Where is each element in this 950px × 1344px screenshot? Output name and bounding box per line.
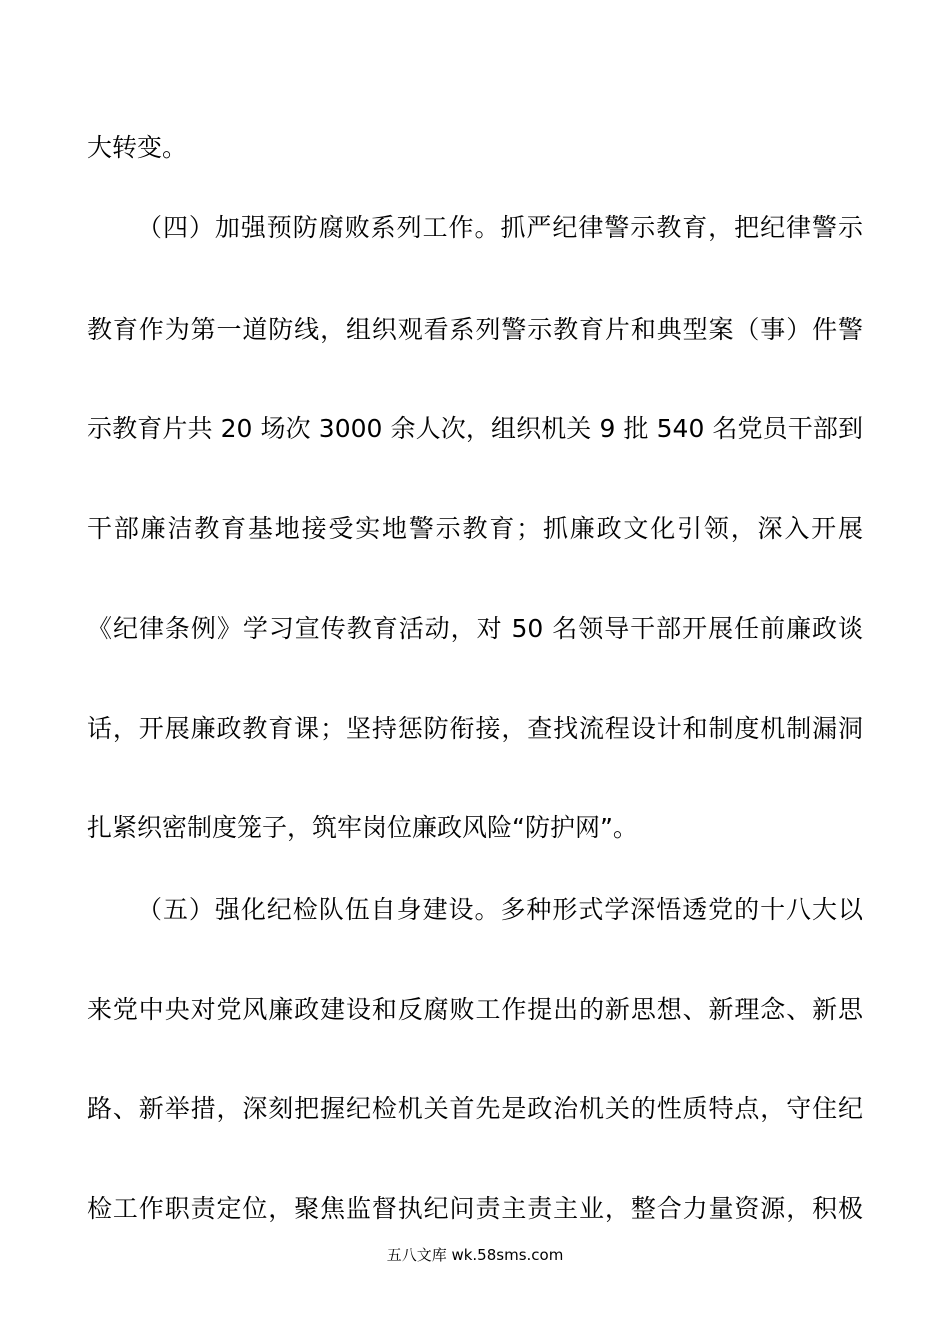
text-line-9: （五）强化纪检队伍自身建设。多种形式学深悟透党的十八大以	[137, 895, 863, 924]
text-line-2: （四）加强预防腐败系列工作。抓严纪律警示教育，把纪律警示	[137, 213, 863, 242]
text-line-11: 路、新举措，深刻把握纪检机关首先是政治机关的性质特点，守住纪	[87, 1094, 863, 1123]
text-line-8: 扎紧织密制度笼子，筑牢岗位廉政风险“防护网”。	[87, 813, 638, 842]
text-line-1: 大转变。	[87, 133, 188, 162]
text-line-6: 《纪律条例》学习宣传教育活动，对 50 名领导干部开展任前廉政谈	[87, 614, 863, 643]
text-line-10: 来党中央对党风廉政建设和反腐败工作提出的新思想、新理念、新思	[87, 995, 863, 1024]
text-line-5: 干部廉洁教育基地接受实地警示教育；抓廉政文化引领，深入开展	[87, 514, 863, 543]
text-line-12: 检工作职责定位，聚焦监督执纪问责主责主业，整合力量资源，积极	[87, 1194, 863, 1223]
text-line-7: 话，开展廉政教育课；坚持惩防衔接，查找流程设计和制度机制漏洞	[87, 714, 863, 743]
text-line-4: 示教育片共 20 场次 3000 余人次，组织机关 9 批 540 名党员干部到	[87, 414, 863, 443]
footer-watermark: 五八文库 wk.58sms.com	[386, 1246, 564, 1264]
text-line-3: 教育作为第一道防线，组织观看系列警示教育片和典型案（事）件警	[87, 315, 863, 344]
